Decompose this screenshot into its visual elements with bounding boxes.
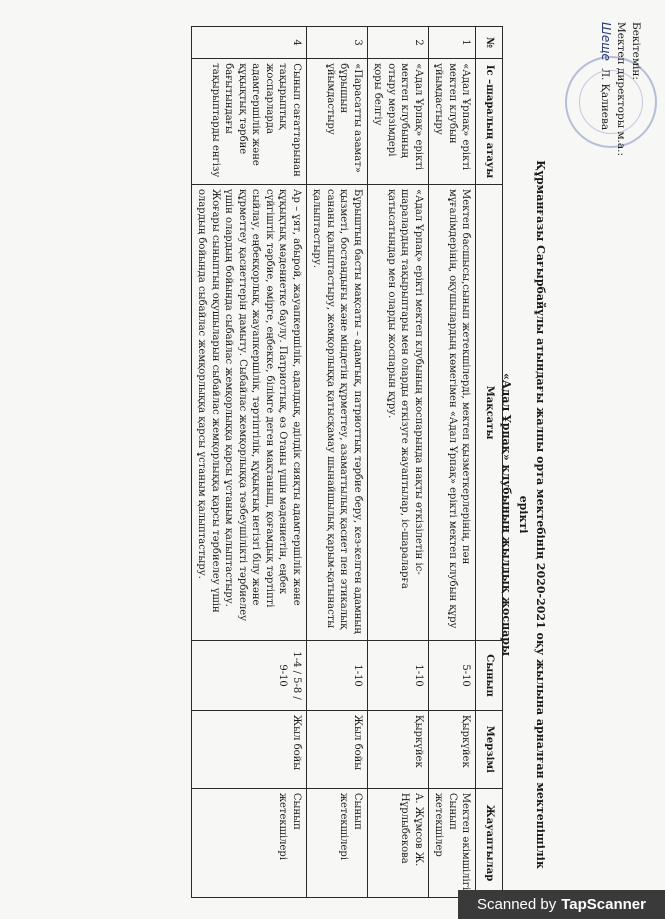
row-time: Қыркүйек: [368, 710, 429, 788]
header-resp: Жауаптылар: [476, 788, 503, 897]
approval-position: Мектеп директоры м.а.:: [615, 22, 627, 157]
header-goal: Мақсаты: [476, 184, 503, 640]
table-row: [307, 27, 368, 898]
row-goal: Бұрыштың басты мақсаты – адамгық, патриоттық тәрбие беру, кез-келген адамның қызметі, бостандығы және міндетін құрметтеу, азаматтылық қасиет пен этикалық сананы қалыптастыру, жемқорлыққа қатысқамау шынайшылық қарым-қатынасты қалыптастыру.: [307, 184, 368, 640]
row-event: «Адал Ұрпақ» ерікті мектеп клубын ұйымдастыру: [429, 59, 477, 185]
row-resp: Мектеп әкімшілігі Сынып жетекшілер: [429, 788, 477, 897]
row-num: 2: [368, 27, 429, 59]
row-class: 1-10: [307, 641, 368, 711]
header-class: Сынып: [476, 641, 503, 711]
header-num: №: [476, 27, 503, 59]
table-row: [368, 27, 429, 898]
signature: Шеще: [599, 22, 613, 61]
scanner-watermark: [458, 890, 665, 919]
row-class: 5-10: [429, 641, 477, 711]
scanner-brand: TapScanner: [561, 896, 646, 913]
document-title: [498, 150, 549, 879]
row-resp: Сынып жетекшілері: [192, 788, 307, 897]
row-goal: Ар – ұят, абырой, жауапкершілік, адалдық, әділдік сияқты адамгершілік және құқықтық мәдениетке баулу. Патриоттық, өз Отаны үшін мәдениетін, еңбек сүйгіштік тәрбие, өмірге, еңбекке, білімге деген мақтаныш, қоғамдық тәртіпті сыйлау, еңбекқорлық, жауапкершілік, тәртіптілік, құқықтық негізгі білу және құрметтеу қасиеттерін дамыту. Сыбайлас жемқорлыққа төзбеушілікті тәрбиелеу үшін олардың бойында сыбайлас жемқорлыққа қарсы ұстаным қалыптастыру. Жоғары сыныптың оқушыларын сыбайлас жемқорлыққа қарсы тәрбиелеу үшін олардың бойында сыбайлас жемқорлыққа қарсы ұстаным қалыптастыру.: [192, 184, 307, 640]
header-event: Іс –шаралың атауы: [476, 59, 503, 185]
row-num: 4: [192, 27, 307, 59]
row-resp: А. Жұмсов Ж. Нұрлыбекова: [368, 788, 429, 897]
row-time: Жыл бойы: [192, 710, 307, 788]
approval-name: Л. Қалиева: [599, 68, 611, 131]
row-time: Қыркүйек: [429, 710, 477, 788]
table-row: [429, 27, 477, 898]
plan-table: [191, 26, 503, 898]
approval-block: [597, 22, 643, 242]
row-class: 1-4 / 5-8 / 9-10: [192, 641, 307, 711]
row-time: Жыл бойы: [307, 710, 368, 788]
row-class: 1-10: [368, 641, 429, 711]
row-event: Сынып сағаттарынан тақырыптық жоспарларда адамгершілік және құқықтық тәрбие бағытындағы тақырыптарды енгізу: [192, 59, 307, 185]
title-line-2: «Адал Ұрпақ» клубының жылдық жоспары: [500, 373, 513, 656]
approval-label: Бекітемін:: [630, 22, 642, 80]
row-goal: «Адал Ұрпақ» ерікті мектеп клубының жоспарында нақты өткізілетін іс-шаралардың тақырыптары мен оларды өткізуге жауаптылар, іс-шараларға қатысатындар мен оларды жоспарын құру.: [368, 184, 429, 640]
table-row: [192, 27, 307, 898]
header-time: Мерзімі: [476, 710, 503, 788]
row-num: 3: [307, 27, 368, 59]
row-event: «Парасатты азамат» бұрышын ұйымдастыру: [307, 59, 368, 185]
scanner-prefix: Scanned by: [477, 896, 557, 913]
title-line-1: Құрманғазы Сағырбайұлы атындағы жалпы орта мектебінің 2020-2021 оқу жылына арналған мектепішілік ерікті: [517, 160, 547, 869]
row-resp: Сынып жетекшілері: [307, 788, 368, 897]
row-event: «Адал Ұрпақ» ерікті мектеп клубының отыру мерзімдері қоры белгіу: [368, 59, 429, 185]
table-header-row: [476, 27, 503, 898]
row-num: 1: [429, 27, 477, 59]
row-goal: Мектеп басшысы,сынып жетекшілерді, мектеп қызметкерлерінің, пән мұғалімдерінің, оқушылардың көмегімен «Адал Ұрпақ» ерікті мектеп клубын құру: [429, 184, 477, 640]
